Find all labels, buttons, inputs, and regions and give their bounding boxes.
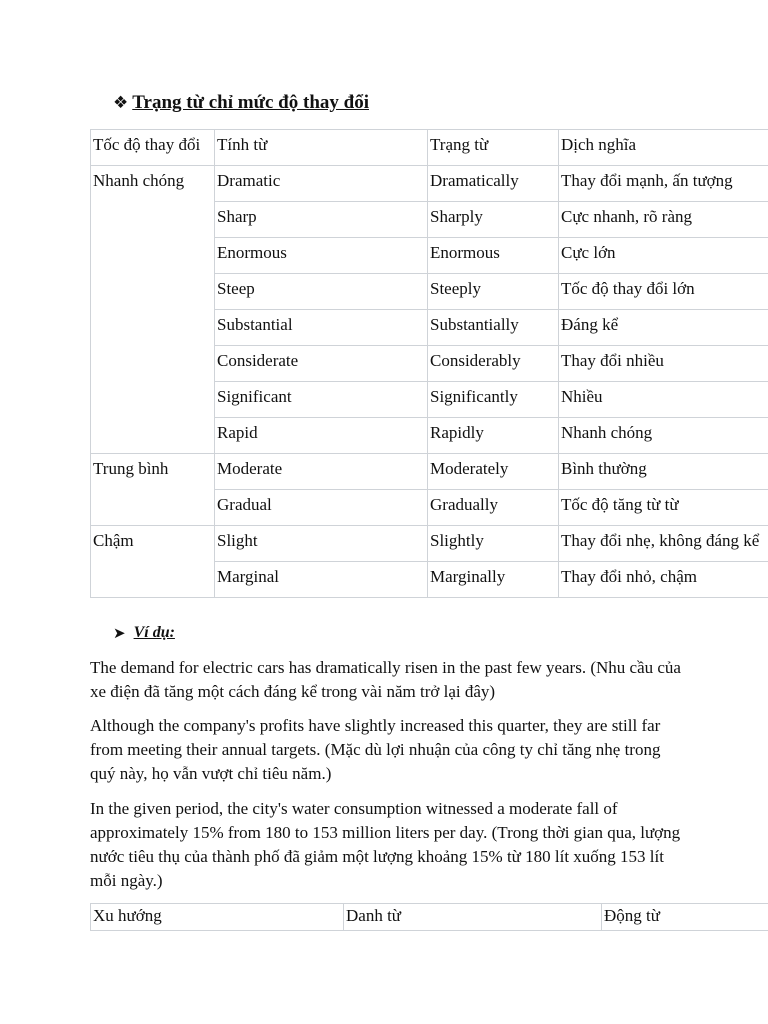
trend-table bbox=[90, 903, 768, 931]
header-cell: Trạng từ bbox=[428, 130, 559, 166]
adverb-cell: Rapidly bbox=[428, 418, 559, 454]
arrowhead-bullet-icon: ➤ bbox=[113, 624, 126, 642]
speed-cell-medium: Trung bình bbox=[91, 454, 215, 526]
adjective-cell: Rapid bbox=[215, 418, 428, 454]
meaning-cell: Tốc độ tăng từ từ bbox=[559, 490, 768, 526]
meaning-cell: Thay đổi nhỏ, chậm bbox=[559, 562, 768, 598]
adjective-cell: Substantial bbox=[215, 310, 428, 346]
adjective-cell: Enormous bbox=[215, 238, 428, 274]
header-cell: Tốc độ thay đổi bbox=[91, 130, 215, 166]
adjective-cell: Dramatic bbox=[215, 166, 428, 202]
header-cell: Tính từ bbox=[215, 130, 428, 166]
section-heading bbox=[113, 92, 369, 114]
adverb-cell: Substantially bbox=[428, 310, 559, 346]
adjective-cell: Significant bbox=[215, 382, 428, 418]
example-sentence: In the given period, the city's water consumption witnessed a moderate fall of approximately 15% from 180 to 153 million liters per day. (Trong thời gian qua, lượng nước tiêu thụ của thành phố đã giảm một lượng khoảng 15% từ 180 lít xuống 153 lít mỗi ngày.) bbox=[90, 799, 681, 890]
meaning-cell: Nhanh chóng bbox=[559, 418, 768, 454]
table-row bbox=[91, 166, 768, 202]
diamond-bullet-icon: ❖ bbox=[113, 93, 129, 113]
meaning-cell: Nhiều bbox=[559, 382, 768, 418]
meaning-cell: Tốc độ thay đổi lớn bbox=[559, 274, 768, 310]
adverb-cell: Steeply bbox=[428, 274, 559, 310]
adverb-cell: Sharply bbox=[428, 202, 559, 238]
speed-cell-slow: Chậm bbox=[91, 526, 215, 598]
adjective-cell: Gradual bbox=[215, 490, 428, 526]
adjective-cell: Slight bbox=[215, 526, 428, 562]
table-header-row bbox=[91, 904, 768, 931]
adverb-cell: Gradually bbox=[428, 490, 559, 526]
table-row bbox=[91, 454, 768, 490]
header-cell: Danh từ bbox=[344, 904, 602, 931]
adjective-cell: Considerate bbox=[215, 346, 428, 382]
examples-heading bbox=[113, 624, 175, 642]
header-cell: Xu hướng bbox=[91, 904, 344, 931]
table-header-row bbox=[91, 130, 768, 166]
adverb-cell: Dramatically bbox=[428, 166, 559, 202]
meaning-cell: Thay đổi nhiều bbox=[559, 346, 768, 382]
example-sentence: Although the company's profits have slightly increased this quarter, they are still far from meeting their annual targets. (Mặc dù lợi nhuận của công ty chỉ tăng nhẹ trong quý này, họ vẫn vượt chỉ tiêu năm.) bbox=[90, 716, 661, 783]
adverb-cell: Marginally bbox=[428, 562, 559, 598]
adverb-cell: Slightly bbox=[428, 526, 559, 562]
header-cell: Dịch nghĩa bbox=[559, 130, 768, 166]
meaning-cell: Thay đổi nhẹ, không đáng kể bbox=[559, 526, 768, 562]
meaning-cell: Thay đổi mạnh, ấn tượng bbox=[559, 166, 768, 202]
adverb-cell: Moderately bbox=[428, 454, 559, 490]
adverb-cell: Significantly bbox=[428, 382, 559, 418]
adverb-table bbox=[90, 129, 768, 598]
meaning-cell: Đáng kể bbox=[559, 310, 768, 346]
section-title: Trạng từ chỉ mức độ thay đổi bbox=[132, 92, 369, 113]
adverb-cell: Considerably bbox=[428, 346, 559, 382]
adjective-cell: Marginal bbox=[215, 562, 428, 598]
meaning-cell: Bình thường bbox=[559, 454, 768, 490]
examples-label: Ví dụ: bbox=[133, 624, 175, 641]
table-row bbox=[91, 526, 768, 562]
header-cell: Động từ bbox=[602, 904, 768, 931]
adjective-cell: Sharp bbox=[215, 202, 428, 238]
adjective-cell: Steep bbox=[215, 274, 428, 310]
speed-cell-fast: Nhanh chóng bbox=[91, 166, 215, 454]
adverb-cell: Enormous bbox=[428, 238, 559, 274]
meaning-cell: Cực nhanh, rõ ràng bbox=[559, 202, 768, 238]
adjective-cell: Moderate bbox=[215, 454, 428, 490]
meaning-cell: Cực lớn bbox=[559, 238, 768, 274]
example-sentence: The demand for electric cars has dramatically risen in the past few years. (Nhu cầu của xe điện đã tăng một cách đáng kể trong vài năm trở lại đây) bbox=[90, 658, 681, 701]
